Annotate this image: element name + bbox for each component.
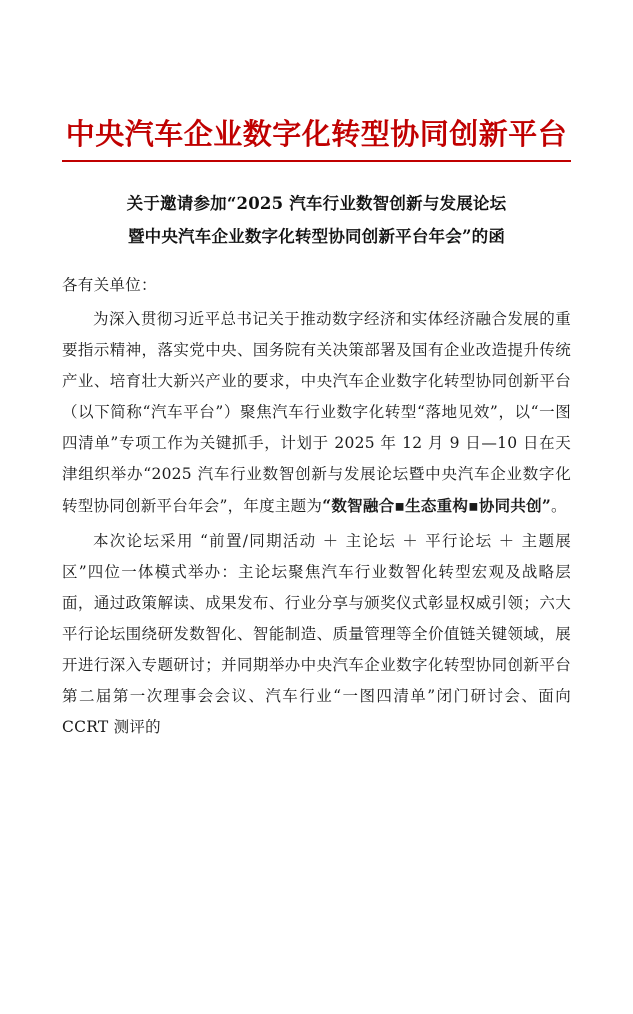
paragraph-1-theme-emphasis: “数智融合▪生态重构▪协同共创” xyxy=(322,496,552,516)
masthead-title: 中央汽车企业数字化转型协同创新平台 xyxy=(65,117,568,151)
paragraph-1 xyxy=(62,304,571,522)
paragraph-1-text-a: 为深入贯彻习近平总书记关于推动数字经济和实体经济融合发展的重要指示精神，落实党中央、国务院有关决策部署及国有企业改造提升传统产业、培育壮大新兴产业的要求，中央汽车企业数字化转型协同创新平台（以下简称“汽车平台”）聚焦汽车行业数字化转型“落地见效”，以“一图四清单”专项工作为关键抓手，计划于 2025 年 12 月 9 日—10 日在天津组织举办“2025 汽车行业数智创新与发展论坛暨中央汽车企业数字化转型协同创新平台年会”，年度主题为 xyxy=(62,310,571,516)
paragraph-2: 本次论坛采用 “前置/同期活动 ＋ 主论坛 ＋ 平行论坛 ＋ 主题展区”四位一体模式举办：主论坛聚焦汽车行业数智化转型宏观及战略层面，通过政策解读、成果发布、行业分享与颁奖仪式彰显权威引领；六大平行论坛围绕研发数智化、智能制造、质量管理等全价值链关键领域，展开进行深入专题研讨；并同期举办中央汽车企业数字化转型协同创新平台第二届第一次理事会会议、汽车行业“一图四清单”闭门研讨会、面向 CCRT 测评的 xyxy=(62,532,571,737)
document-page xyxy=(0,118,633,1014)
masthead-rule xyxy=(62,160,571,162)
paragraph-1-text-b: 。 xyxy=(551,497,567,516)
salutation: 各有关单位： xyxy=(62,275,157,294)
document-title-line-2: 暨中央汽车企业数字化转型协同创新平台年会”的函 xyxy=(127,226,506,246)
document-title-line-1: 关于邀请参加“2025 汽车行业数智创新与发展论坛 xyxy=(126,194,507,214)
document-title xyxy=(62,188,571,252)
